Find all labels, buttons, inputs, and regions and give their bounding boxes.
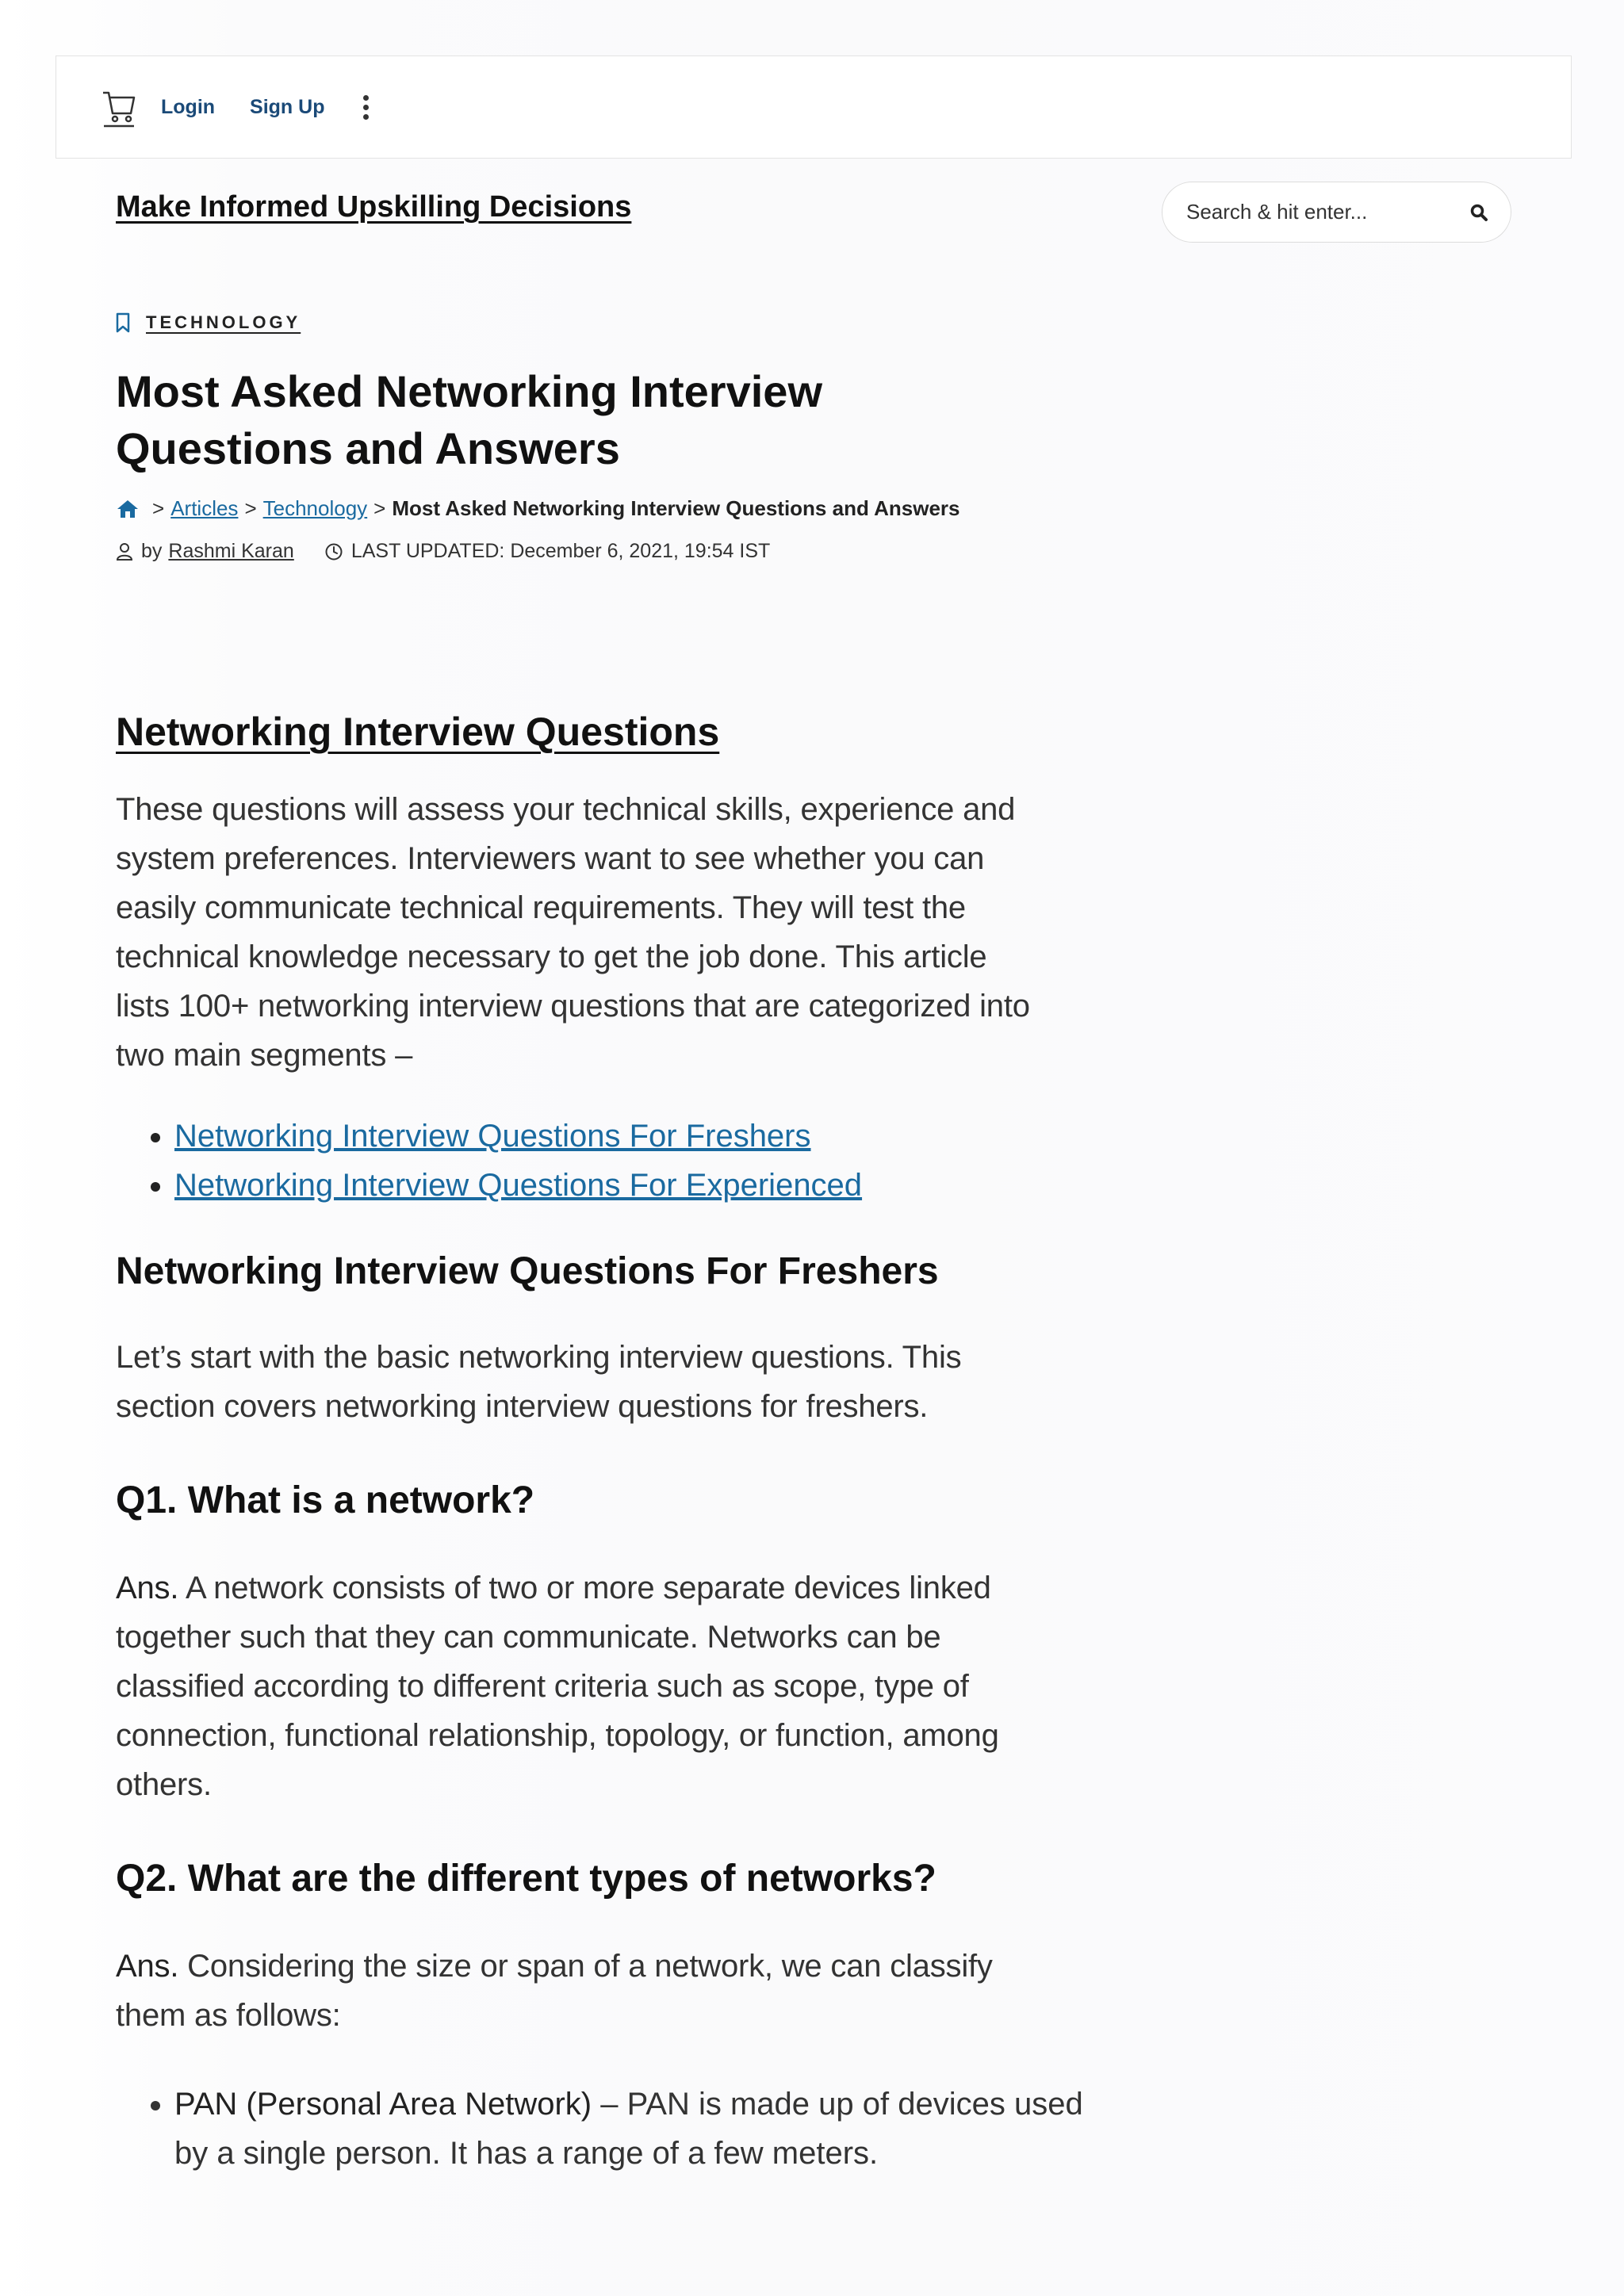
breadcrumb-separator: > xyxy=(373,496,386,520)
breadcrumb-articles-link[interactable]: Articles xyxy=(170,496,239,520)
toc-link-freshers[interactable]: Networking Interview Questions For Freshers xyxy=(174,1119,811,1154)
search-input[interactable] xyxy=(1185,199,1450,225)
by-label: by xyxy=(141,540,163,562)
list-item xyxy=(174,2080,1086,2178)
breadcrumb-separator: > xyxy=(152,496,165,520)
kebab-menu-icon[interactable] xyxy=(361,91,370,123)
breadcrumb xyxy=(116,496,1036,521)
article-content xyxy=(116,309,1083,2178)
freshers-intro: Let’s start with the basic networking interview questions. This section covers networking interview questions for freshers. xyxy=(116,1340,962,1424)
network-types-list xyxy=(116,2080,1086,2178)
category-link[interactable]: TECHNOLOGY xyxy=(146,312,301,332)
network-type-desc: – PAN is made up of devices used by a single person. It has a range of a few meters. xyxy=(174,2087,1083,2171)
author-link[interactable]: Rashmi Karan xyxy=(168,540,294,562)
network-type-term: PAN (Personal Area Network) xyxy=(174,2087,592,2122)
answer-text: A network consists of two or more separate devices linked together such that they can communicate. Networks can be classified according to different criteria such as scope, type of connection, functional relationship, topology, or function, among others. xyxy=(116,1571,999,1802)
search-icon[interactable] xyxy=(1469,203,1488,222)
bookmark-icon xyxy=(116,312,130,333)
clock-icon xyxy=(324,542,343,561)
breadcrumb-technology-link[interactable]: Technology xyxy=(262,496,368,520)
freshers-heading: Networking Interview Questions For Freshers xyxy=(116,1250,939,1292)
answer-paragraph xyxy=(116,1942,1036,2040)
site-title[interactable]: Make Informed Upskilling Decisions xyxy=(116,190,632,224)
article-meta xyxy=(116,540,1036,563)
user-icon xyxy=(116,542,133,561)
home-icon[interactable] xyxy=(116,499,140,519)
list-item xyxy=(174,1161,1036,1210)
search-box[interactable] xyxy=(1162,182,1511,243)
intro-paragraph: These questions will assess your technical skills, experience and system preferences. Interviewers want to see whether you can easily communicate technical requirements. They will test the technical knowledge necessary to get the job done. This article lists 100+ networking interview questions that are categorized into two main segments – xyxy=(116,792,1030,1073)
ans-label: Ans. xyxy=(116,1571,179,1605)
breadcrumb-separator: > xyxy=(244,496,257,520)
answer-paragraph xyxy=(116,1563,1036,1809)
signup-link[interactable]: Sign Up xyxy=(250,95,325,118)
article-title: Most Asked Networking Interview Questions and Answers xyxy=(116,366,822,473)
section-heading: Networking Interview Questions xyxy=(116,710,720,754)
cart-icon[interactable] xyxy=(101,85,139,129)
login-link[interactable]: Login xyxy=(161,95,216,118)
ans-label: Ans. xyxy=(116,1949,179,1984)
answer-text: Considering the size or span of a network, we can classify them as follows: xyxy=(116,1949,993,2033)
category-tag xyxy=(116,309,1036,336)
toc-link-experienced[interactable]: Networking Interview Questions For Experienced xyxy=(174,1168,863,1203)
question-heading: Q2. What are the different types of networks? xyxy=(116,1858,936,1900)
breadcrumb-current: Most Asked Networking Interview Questions and Answers xyxy=(392,496,960,520)
list-item xyxy=(174,1112,1036,1161)
toc-list xyxy=(116,1112,1036,1210)
question-heading: Q1. What is a network? xyxy=(116,1479,535,1521)
top-navigation-bar xyxy=(56,55,1572,159)
last-updated: LAST UPDATED: December 6, 2021, 19:54 IST xyxy=(350,540,771,562)
